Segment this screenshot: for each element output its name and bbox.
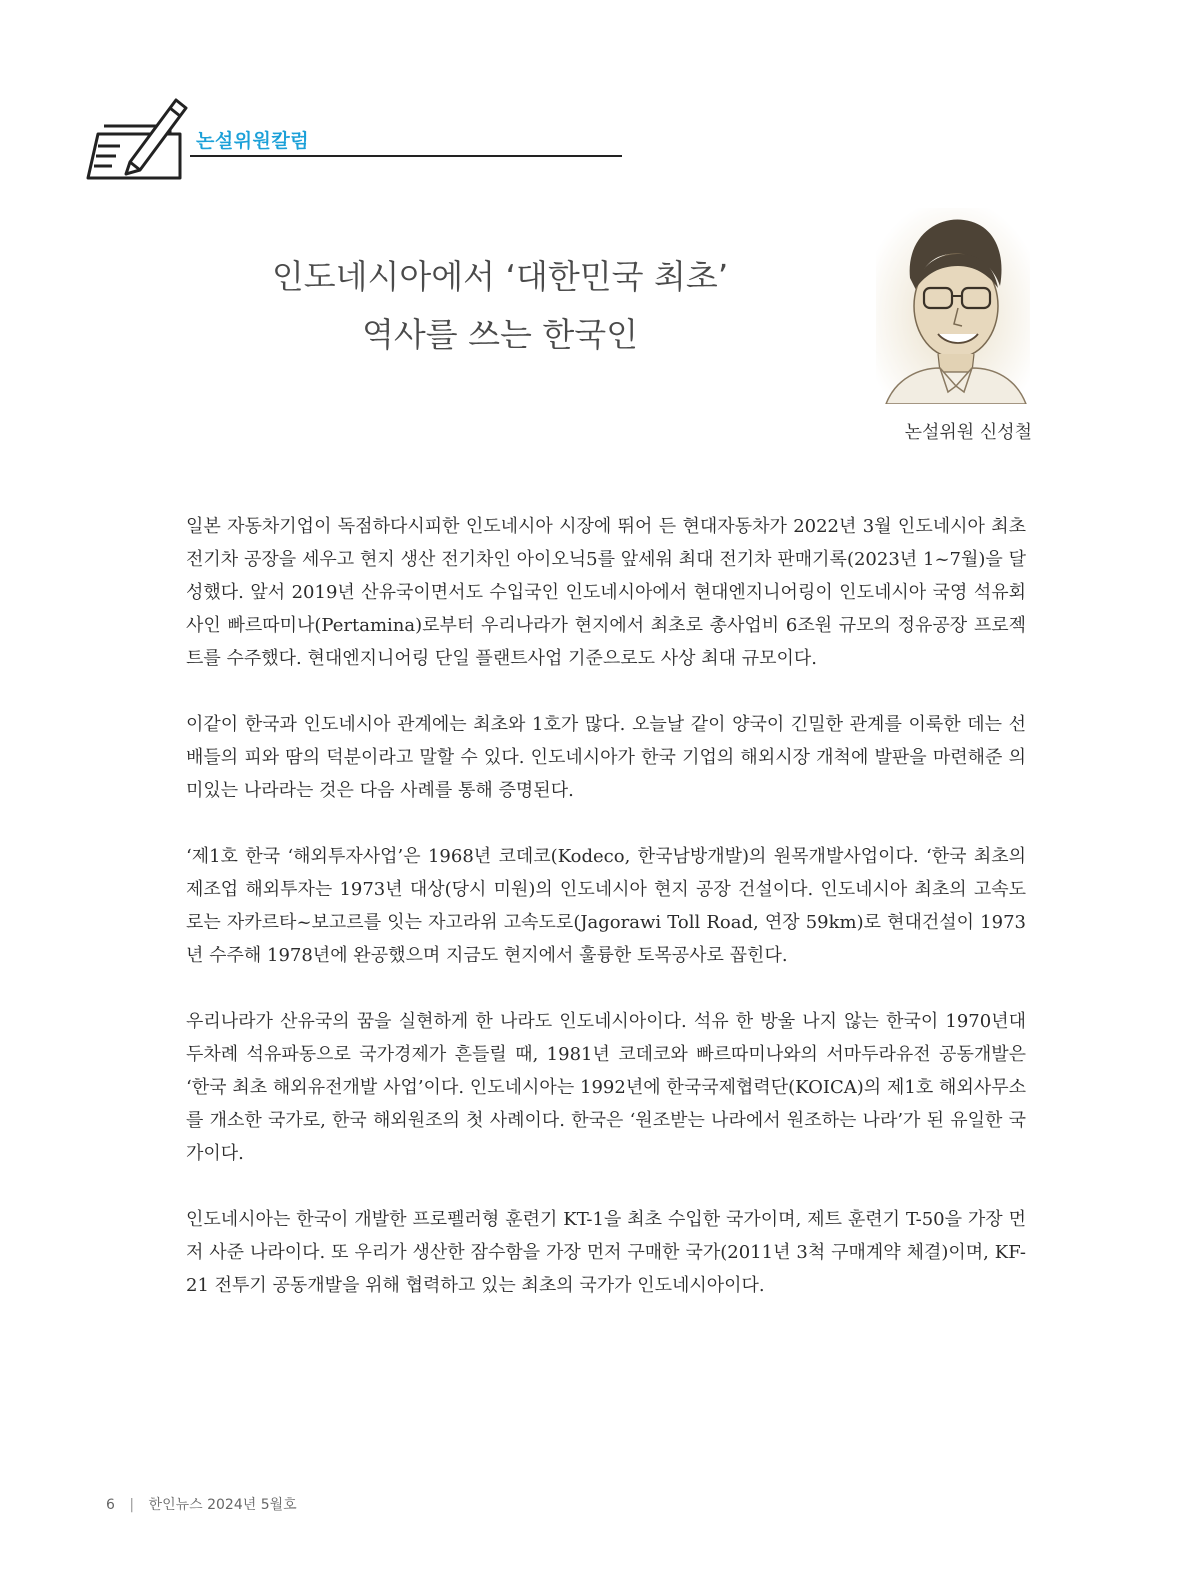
header-rule [190, 155, 622, 157]
section-label: 논설위원칼럼 [196, 130, 310, 152]
paragraph-1: 일본 자동차기업이 독점하다시피한 인도네시아 시장에 뛰어 든 현대자동차가 2022년 3월 인도네시아 최초 전기차 공장을 세우고 현지 생산 전기차인 아이오닉5를 앞세워 최대 전기차 판매기록(2023년 1~7월)을 달성했다. 앞서 2019년 산유국이면서도 수입국인 인도네시아에서 현대엔지니어링이 인도네시아 국영 석유회사인 빠르따미나(Pertamina)로부터 우리나라가 현지에서 최초로 총사업비 6조원 규모의 정유공장 프로젝트를 수주했다. 현대엔지니어링 단일 플랜트사업 기준으로도 사상 최대 규모이다. [186, 516, 1026, 669]
pen-writing-icon [84, 92, 194, 182]
footer-separator: | [129, 1497, 135, 1513]
author-portrait [876, 208, 1030, 404]
title-line-2: 역사를 쓰는 한국인 [361, 315, 638, 354]
paragraph-3: ‘제1호 한국 ‘해외투자사업’은 1968년 코데코(Kodeco, 한국남방개발)의 원목개발사업이다. ‘한국 최초의 제조업 해외투자는 1973년 대상(당시 미원)의 인도네시아 현지 공장 건설이다. 인도네시아 최초의 고속도로는 자카르타~보고르를 잇는 자고라위 고속도로(Jagorawi Toll Road, 연장 59km)로 현대건설이 1973년 수주해 1978년에 완공했으며 지금도 현지에서 훌륭한 토목공사로 꼽힌다. [186, 846, 1026, 966]
title-line-1: 인도네시아에서 ‘대한민국 최초’ [271, 257, 729, 296]
publication-name: 한인뉴스 2024년 5월호 [148, 1497, 297, 1513]
paragraph-2: 이같이 한국과 인도네시아 관계에는 최초와 1호가 많다. 오늘날 같이 양국이 긴밀한 관계를 이룩한 데는 선배들의 피와 땀의 덕분이라고 말할 수 있다. 인도네시아가 한국 기업의 해외시장 개척에 발판을 마련해준 의미있는 나라라는 것은 다음 사례를 통해 증명된다. [186, 714, 1026, 801]
article-title [200, 248, 800, 364]
column-header [84, 92, 544, 182]
article-body [186, 510, 1026, 1335]
paragraph-4: 우리나라가 산유국의 꿈을 실현하게 한 나라도 인도네시아이다. 석유 한 방울 나지 않는 한국이 1970년대 두차례 석유파동으로 국가경제가 흔들릴 때, 1981년 코데코와 빠르따미나와의 서마두라유전 공동개발은 ‘한국 최초 해외유전개발 사업’이다. 인도네시아는 1992년에 한국국제협력단(KOICA)의 제1호 해외사무소를 개소한 국가로, 한국 해외원조의 첫 사례이다. 한국은 ‘원조받는 나라에서 원조하는 나라’가 된 유일한 국가이다. [186, 1011, 1026, 1164]
page-footer [106, 1494, 297, 1514]
author-byline: 논설위원 신성철 [904, 422, 1032, 443]
paragraph-5: 인도네시아는 한국이 개발한 프로펠러형 훈련기 KT-1을 최초 수입한 국가이며, 제트 훈련기 T-50을 가장 먼저 사준 나라이다. 또 우리가 생산한 잠수함을 가장 먼저 구매한 국가(2011년 3척 구매계약 체결)이며, KF-21 전투기 공동개발을 위해 협력하고 있는 최초의 국가가 인도네시아이다. [186, 1209, 1026, 1296]
page-number: 6 [106, 1497, 115, 1513]
